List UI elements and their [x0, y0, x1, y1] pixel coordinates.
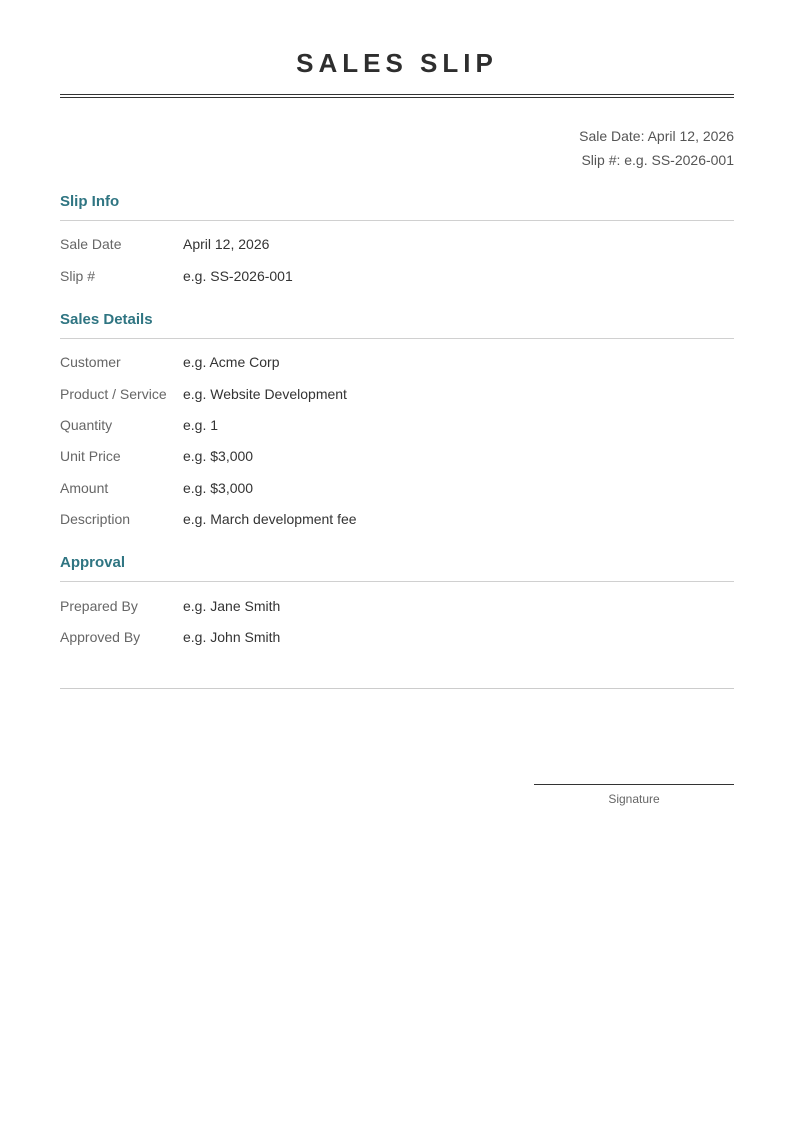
field-value: e.g. $3,000: [183, 480, 254, 496]
field-value: e.g. Website Development: [183, 386, 347, 402]
section-heading-approval: Approval: [60, 553, 734, 582]
field-label: Slip #: [60, 268, 96, 284]
field-value: e.g. SS-2026-001: [183, 268, 293, 284]
field-value: e.g. Acme Corp: [183, 354, 280, 370]
field-value: e.g. John Smith: [183, 629, 281, 645]
title-double-rule: [60, 94, 734, 98]
header-meta: [579, 124, 734, 172]
field-label: Unit Price: [60, 448, 121, 464]
field-value: e.g. 1: [183, 417, 219, 433]
field-label: Approved By: [60, 629, 141, 645]
meta-sale-date: Sale Date: April 12, 2026: [579, 128, 734, 144]
section-heading-sales-details: Sales Details: [60, 310, 734, 339]
field-value: e.g. Jane Smith: [183, 598, 281, 614]
meta-slip-number: Slip #: e.g. SS-2026-001: [581, 152, 734, 168]
field-label: Customer: [60, 354, 121, 370]
field-value: e.g. March development fee: [183, 511, 357, 527]
field-label: Quantity: [60, 417, 113, 433]
field-label: Prepared By: [60, 598, 138, 614]
field-label: Sale Date: [60, 236, 122, 252]
section-heading-slip-info: Slip Info: [60, 192, 734, 221]
field-value: April 12, 2026: [183, 236, 270, 252]
field-value: e.g. $3,000: [183, 448, 254, 464]
footer-divider: [60, 688, 734, 689]
document-title: SALES SLIP: [296, 48, 498, 78]
signature-line: [534, 784, 734, 785]
signature-label: Signature: [608, 792, 660, 806]
field-label: Amount: [60, 480, 109, 496]
field-label: Description: [60, 511, 131, 527]
field-label: Product / Service: [60, 386, 167, 402]
